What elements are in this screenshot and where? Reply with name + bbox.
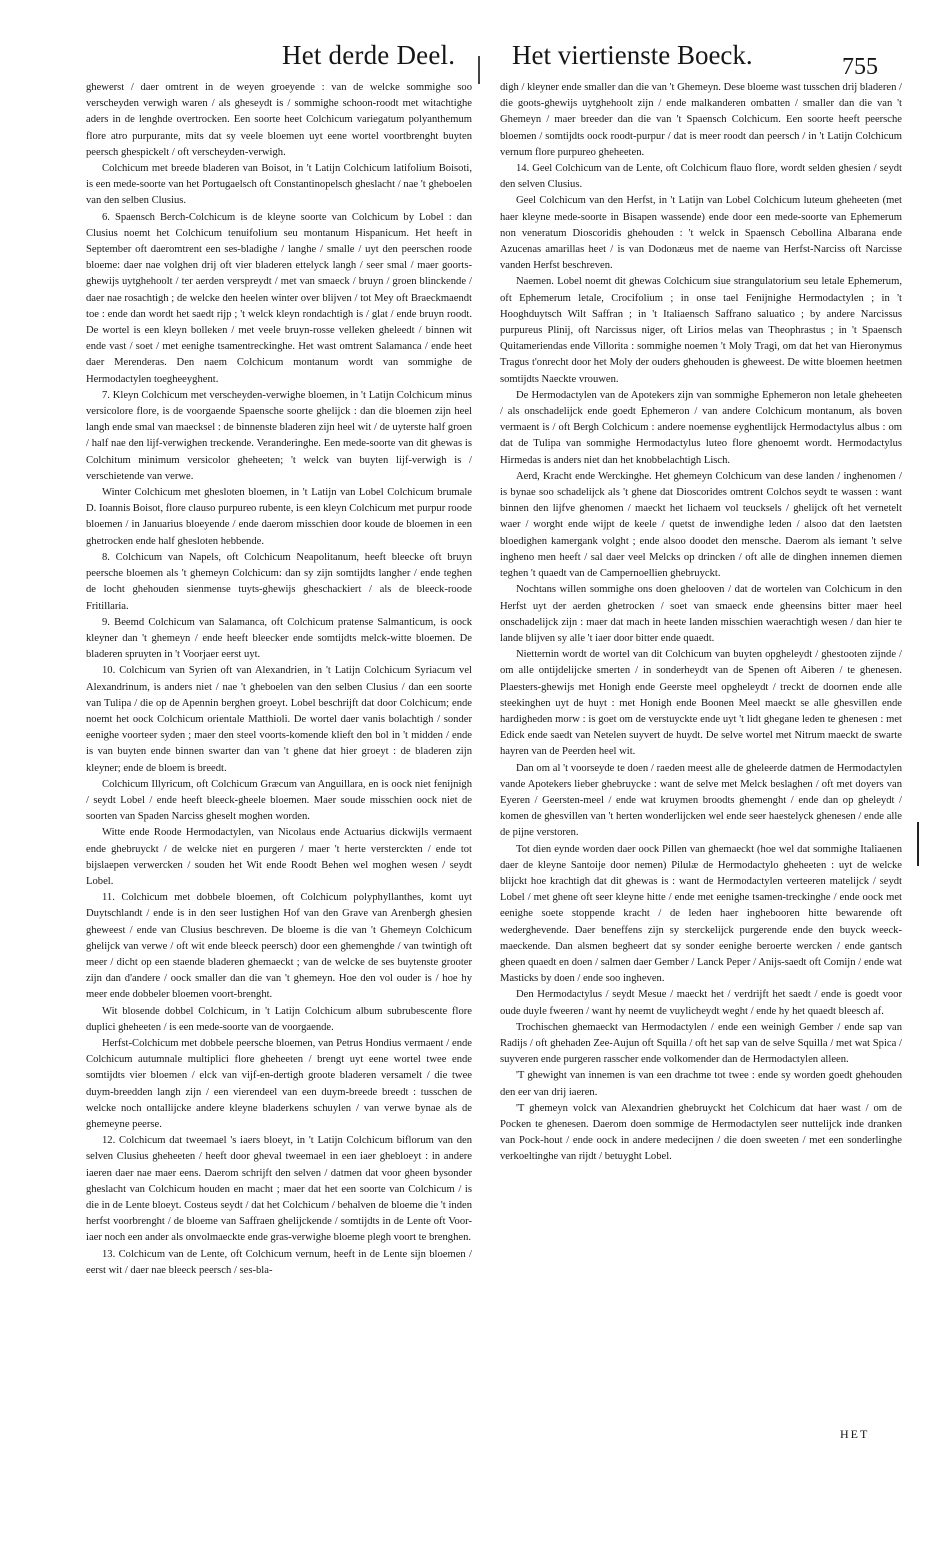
paragraph: Dan om al 't voorseyde te doen / raeden meest alle de gheleerde datmen de Hermodactylen vande Apotekers lieber ghebruycke : want de selve met Melck beslaghen / oft met doyers van Eyeren / Geersten-meel / ende wat kruymen broodts ghemenght / ende dan op gheleydt / komen de ghesvillen van 't herten wonderlijcken wel ende seer haestelyck ghenesen / ende alle de pijne verstoren. (500, 762, 902, 839)
paragraph: 6. Spaensch Berch-Colchicum is de kleyne soorte van Colchicum by Lobel : dan Clusius noemt het Colchicum tenuifolium seu montanum Hispanicum. Het heeft in September oft daeromtrent een ses-bladighe / langhe / smalle / uyt den peerschen roode bloeme: daer nae volghen drij oft vier bladeren ettelyck langh / seer smal / maer goorts-ghewijs uytghehoolt / ter aerden verspreydt / met van smaeck / bruyn / groen blinckende / daer nae rosachtigh ; de welcke den heelen winter over blijven / tot Mey oft Braeckmaendt toe : ende dan wordt het saedt rijp ; 't welck kleyn rondachtigh is / glat / ende bruyn roodt. De wortel is een kleyn bolleken / met veele bruyn-rosse velleken gheleedt / binnen wit ende vast / soet / met eenighe tsamentreckinghe. Het wast omtrent Salamanca / ende heet daer Merenderas. Den naem Colchicum montanum wordt van sommighe de Hermodactylen toegheeyghent. (86, 211, 472, 385)
paragraph: 10. Colchicum van Syrien oft van Alexandrien, in 't Latijn Colchicum Syriacum vel Alexandrinum, is anders niet / nae 't gheboelen van den selben Clusius / dan een soorte van Tulipa / die op de Apennin berghen groeyt. Lobel beschrijft dat door Colchicum; ende noemt het oock Colchicum orientale Matthioli. De wortel daer vanis bolachtigh / sonder eenighe voorteer syden ; maer den steel voorts-komende klieft den bol in 't midden / ende is van buyten ende binnen swarter dan van 't ghene dat hier groeyt : de bladeren zijn kleyner; ende de bloem is breedt. (86, 665, 472, 774)
page-number: 755 (842, 54, 878, 80)
paragraph: Colchicum Illyricum, oft Colchicum Græcum van Anguillara, en is oock niet fenijnigh / seydt Lobel / ende heeft bleeck-gheele bloemen. Maer soude misschien oock niet de soorten van Spaden Narciss gheselt moghen worden. (86, 778, 472, 823)
part-title: Het derde Deel. (282, 40, 456, 70)
paragraph: Geel Colchicum van den Herfst, in 't Latijn van Lobel Colchicum luteum gheheeten (met haer kleyne mede-soorte in Bisapen wassende) ende door een mede-soorte van Ephemerum non veneratum Dioscoridis ghehouden : 't welck in Spaensch Cebollina Albarana ende Azucenas amarillas heet / is van Dodonæus met de naeme van Herfst-Narciss oft Narcisse vanden Herfst beschreven. (500, 195, 902, 272)
running-header (0, 38, 950, 84)
paragraph: ghewerst / daer omtrent in de weyen groeyende : van de welcke sommighe soo verscheyden verwigh waren / als gheseydt is / sommighe schoon-roodt met witachtighe aders in de lenghde overtrocken. Een soorte heet Colchicum variegatum polyanthemum flore atro purpurante, mits dat sy veele bloemen uyt eene wortel voortbrenght buyten peersch ghespickelt / oft verscheyden-verwigh. (86, 82, 472, 158)
paragraph: 14. Geel Colchicum van de Lente, oft Colchicum flauo flore, wordt selden ghesien / seydt den selven Clusius. (500, 163, 902, 191)
paragraph: Nietternin wordt de wortel van dit Colchicum van buyten opgheleydt / ghestooten zijnde / om alle ontijdelijcke smerten / in sonderheydt van de Spenen oft Aiberen / te ghenesen. Plaesters-ghewijs met Honigh ende Geerste meel opgheleydt / treckt de doornen ende alle steekinghen uyt de huyt : met Honigh ende Boonen Meel maeckt se alle ghesvillen ende hardigheden morw : is goet om de verstuyckte ende uyt 't lidt ghegane leden te ghenesen : met Edick ende saedt van Netelen suyvert de huydt. De selve wortel met Nitrum maeckt de swarte hayren van de Peerden heel wit. (500, 649, 902, 758)
book-title: Het viertienste Boeck. (512, 40, 753, 70)
paragraph: Nochtans willen sommighe ons doen ghelooven / dat de wortelen van Colchicum in den Herfst uyt der aerden ghetrocken / soet van smaeck ende gheensins bitter maer heel onschadelijck zijn : maer dat mach in heete landen misschien waerachtigh wesen / dan hier te lande blijven sy alle 't iaer door bitter ende quaedt. (500, 584, 902, 644)
column-rule-mark (478, 56, 480, 84)
paragraph: 13. Colchicum van de Lente, oft Colchicum vernum, heeft in de Lente sijn bloemen / eerst wit / daer nae bleeck peersch / ses-bla- (86, 1248, 472, 1276)
paragraph: Naemen. Lobel noemt dit ghewas Colchicum siue strangulatorium seu letale Ephemerum, oft Ephemerum letale, Crocifolium ; in onse tael Fenijnighe Hermodactylen ; in 't Hooghduytsch Wilt Saffran ; in 't Italiaensch Saffrano saluatico ; by andere Narcissus purpureus Plinij, oft Narcissus niger, oft Lirios melas van Theophrastus ; in 't Spaensch Quitameriendas ende Villorita : sommighe noemen 't Moly Tragi, om dat het van Hieronymus Tragus t'onrecht door het Moly der ouders ghehouden is gheweest. De witte bloemen heetmen somtijdts Naeckte vrouwen. (500, 276, 902, 385)
paragraph: 'T ghemeyn volck van Alexandrien ghebruyckt het Colchicum dat haer wast / om de Pocken te ghenesen. Daerom doen sommige de Hermodactylen seer nuttelijck inde dranken van Pock-hout / ende oock in andere medecijnen / die doen sweeten / met een sonderlinghe verkoeltinghe van rijdt / betuyght Lobel. (500, 1102, 902, 1163)
paragraph: 11. Colchicum met dobbele bloemen, oft Colchicum polyphyllanthes, komt uyt Duytschlandt / ende is in den seer lustighen Hof van den Grave van Arenbergh ghesien gheweest / ende van Clusius beschreven. De bloeme is die van 't Ghemeyn Colchicum ghelijck van verwe / oft wit ende bleeck peersch) door een ghemenghde / van twintigh oft meer / dicht op een staende bladeren ghemaeckt ; van de welcke de ses buytenste grooter zijn dan d'andere / oock smaller dan die van 't ghemeyn. Hoe den vol ouder is / hoe hy meer ende dobbeler bloemen voort-brenght. (86, 892, 472, 1001)
paragraph: 8. Colchicum van Napels, oft Colchicum Neapolitanum, heeft bleecke oft bruyn peersche bloemen als 't ghemeyn Colchicum: dan sy zijn somtijdts langher / ende teghen de locht ghehouden sienmense tuyts-ghewijs gheschackiert / als de bleeck-roode Fritillaria. (86, 551, 472, 612)
paragraph: Aerd, Kracht ende Werckinghe. Het ghemeyn Colchicum van dese landen / inghenomen / is bynae soo schadelijck als 't ghene dat Dioscorides omtrent Colchos seydt te wassen : want binnen den lijfve ghenomen / maeckt het lichaem vol teucksels / ghelijck oft het vernetelt waer / worght ende wijpt de keele / quetst de inwendighe leden / alsoo dat den laetsten bloedighen kamergank volght ; ende alsoo doodet den mensche. Daerom als iemant 't selve ingheno men heeft / sal daer veel Melcks op drincken / oft alle de dinghen innemen diemen teghen 't quaedt van de Campernoellien ghebruyckt. (500, 470, 902, 580)
paragraph: Wit blosende dobbel Colchicum, in 't Latijn Colchicum album subrubescente flore duplici gheheeten / is een mede-soorte van de voorgaende. (86, 1005, 472, 1033)
paragraph: 7. Kleyn Colchicum met verscheyden-verwighe bloemen, in 't Latijn Colchicum minus versicolore flore, is de voorgaende Spaensche soorte ghelijck : dan die bloemen zijn heel langh ende smal van maecksel : de binnenste bladeren zijn heel wit / de uyterste half groen / half nae den lijf-verwighen treckende. Veranderinghe. Een mede-soorte van dit ghewas is Colchitum minimum versicolor gheheeten; 't welck van buyten lijf-verwigh is / verschietende van verwe. (86, 389, 472, 482)
paragraph: Colchicum met breede bladeren van Boisot, in 't Latijn Colchicum latifolium Boisoti, is een mede-soorte van het Portugaelsch oft Constantinopelsch gheslacht / nae 't gheboelen van den selben Clusius. (86, 163, 472, 207)
paragraph: Den Hermodactylus / seydt Mesue / maeckt het / verdrijft het saedt / ende is goedt voor oude duyle fweeren / want hy neemt de vuylicheydt weght / ende hy het quaedt bleesch af. (500, 989, 902, 1017)
right-text-column (500, 80, 902, 1370)
paragraph: Tot dien eynde worden daer oock Pillen van ghemaeckt (hoe wel dat sommighe Italiaenen daer de kleyne Santoije door nemen) Pilulæ de Hermodactylo gheheeten : uyt de welcke blijckt hoe krachtigh dat dit ghewas is : want de Hermodactylen verteeren matelijck / seydt Lobel / met ghene oft seer kleyne hitte / ende met eenighe tsamen-treckinghe / ende oock met eenighe soete stoppende kracht / de leden haer inghebooren hitte bewarende oft wederghevende. Daer beneffens zijn sy sterckelijck purgerende ende den buyck weeck-maeckende. Dan alsmen begheert dat sy sonder eenighe beroerte wercken / ende gantsch gheen quaedt en doen / salmen daer Gember / Lanck Peper / Anijs-saedt oft Comijn / ende wat Masticks by doen / ende soo ingheven. (500, 843, 902, 985)
margin-mark (917, 822, 919, 866)
paragraph: Winter Colchicum met ghesloten bloemen, in 't Latijn van Lobel Colchicum brumale D. Ioannis Boisot, flore clauso purpureo rubente, is een kleyn Colchicum met purpur roode bloemen / in Januarius bloeyende / ende daerom misschien door koude de bloemen in een ghetrocken ende half ghesloten hebbende. (86, 487, 472, 547)
catchword: HET (840, 1427, 870, 1441)
paragraph: digh / kleyner ende smaller dan die van 't Ghemeyn. Dese bloeme wast tusschen drij bladeren / die goots-ghewijs uytghehoolt zijn / ende malkanderen ombatten / smaller dan die van 't Ghemeyn / maer breeder dan die van 't Spaensch Colchicum. Een soorte heeft peersche bloemen / somtijdts oock roodt-purpur / dat is meer roodt dan peersch / in 't Latijn Colchicum vernum flore purpureo gheheeten. (500, 82, 902, 158)
paragraph: 'T ghewight van innemen is van een drachme tot twee : ende sy worden goedt ghehouden den eer van drij iaeren. (500, 1070, 902, 1098)
paragraph: Herfst-Colchicum met dobbele peersche bloemen, van Petrus Hondius vermaent / ende Colchicum autumnale multiplici flore gheheeten / brengt uyt eene wortel twee ende somtijdts vier bloemen / elck van vijf-en-dertigh groote bladeren versamelt / die twee duym-breedden langh zijn / een vierendeel van een duym-breede breedt : tusschen de welcke noch ontallijcke andere kleyne bladerkens schuylen / van verwe bynae als de ghemeyne peerse. (86, 1037, 472, 1130)
paragraph: Witte ende Roode Hermodactylen, van Nicolaus ende Actuarius dickwijls vermaent ende ghebruyckt / de welcke niet en purgeren / maer 't herte versterckten / ende tot bijslaepen verwercken / souden het Wit ende Roodt Behen wel moghen wesen / seydt Lobel. (86, 827, 472, 887)
paragraph: De Hermodactylen van de Apotekers zijn van sommighe Ephemeron non letale gheheeten / als onschadelijck ende goedt Ephemeron / van andere Colchicum montanum, als boven vermaent is / oft Bergh Colchicum : andere noemense eyghentlijck Hermodactylus albus : om dat de Tulipa van sommighe Hermodactylus luteo flore ghenoemt wordt. Hermodactylus Hirmedas is anders niet dan het knobbelachtigh Lisch. (500, 389, 902, 466)
left-text-column (86, 80, 472, 1436)
paragraph: 9. Beemd Colchicum van Salamanca, oft Colchicum pratense Salmanticum, is oock kleyner dan 't ghemeyn / ende heeft bleecker ende somtijdts melck-witte bloemen. De bladeren spruyten in 't Voorjaer eerst uyt. (86, 616, 472, 661)
paragraph: Trochischen ghemaeckt van Hermodactylen / ende een weinigh Gember / ende sap van Radijs / oft ghehaden Zee-Aujun oft Squilla / oft het sap van de selve Squilla / met wat Spica / suyveren ende purgeren rasscher ende volkomender dan de Hermodactylen alleen. (500, 1021, 902, 1066)
paragraph: 12. Colchicum dat tweemael 's iaers bloeyt, in 't Latijn Colchicum biflorum van den selven Clusius gheheeten / heeft door gheval tweemael in een iaer ghebloeyt : in andere iaeren daer nae maer eens. Daerom schrijft den selven / datmen dat voor gheen bysonder gheslacht van Colchicum houden en macht ; maer dat het een soorte van Colchicum / is die in de Lente bloeyt. Costeus seydt / dat het Colchicum / behalven de bloeme die 't inden herfst voorbrenght / de bloeme van Saffraen ghelijckende / somtijdts in de Lente oft Voor-iaer noch een ander als onvolmaeckte ende gras-verwighe bloeme plegh voort te brenghen. (86, 1135, 472, 1244)
